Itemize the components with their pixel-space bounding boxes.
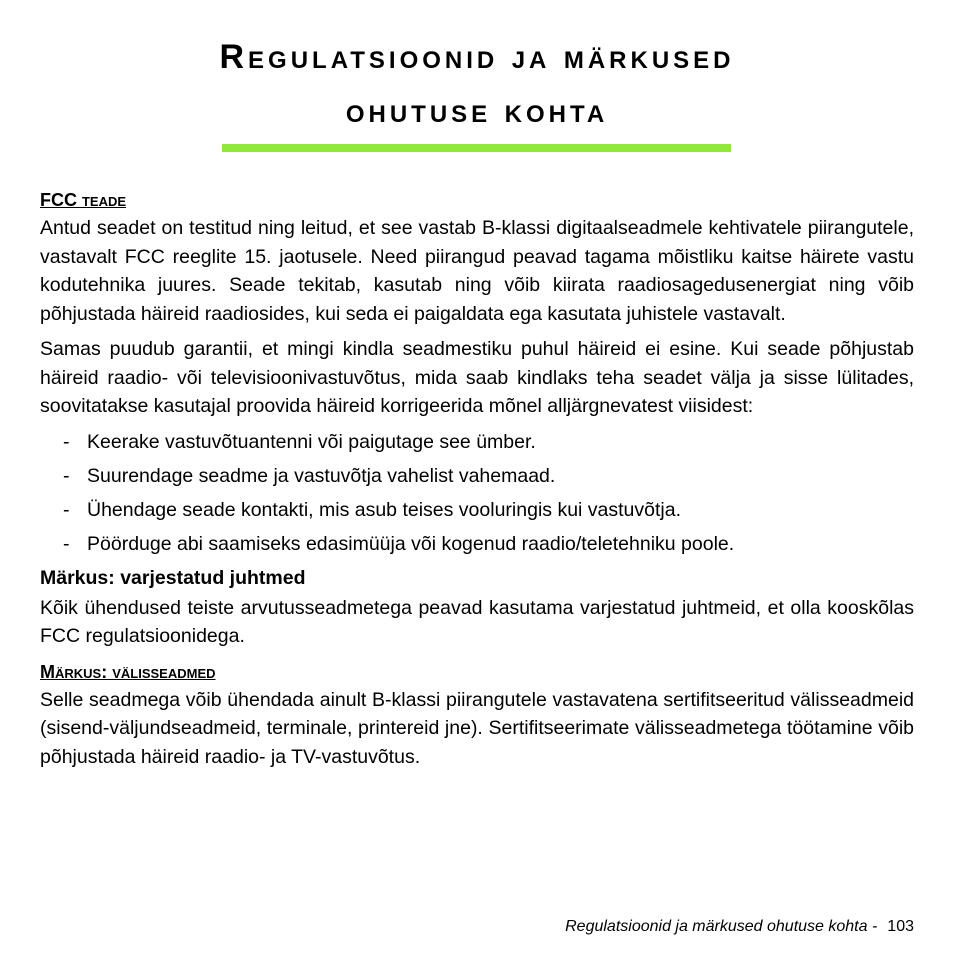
list-item-text: Ühendage seade kontakti, mis asub teises vooluringis kui vastuvõtja. [87,498,681,521]
list-item [40,496,914,524]
shielded-cables-paragraph: Kõik ühendused teiste arvutusseadmetega peavad kasutama varjestatud juhtmeid, et olla kooskõlas FCC regulatsioonidega. [40,596,914,647]
page-title-line-1: Regulatsioonid ja märkused [219,38,735,76]
list-dash-marker: - [63,498,70,521]
fcc-paragraph-2: Samas puudub garantii, et mingi kindla seadmestiku puhul häireid ei esine. Kui seade põhjustab häireid raadio- või televisioonivastuvõtus, mida saab kindlaks teha seadet välja ja sisse lülitades, soovitatakse kasutajal proovida häireid korrigeerida mõnel alljärgnevatest viisidest: [40,338,914,417]
section-heading-peripherals: Märkus: välisseadmed [40,661,216,682]
fcc-paragraph-1: Antud seadet on testitud ning leitud, et see vastab B-klassi digitaalseadmele kehtivatele piirangutele, vastavalt FCC reeglite 15. jaotusele. Need piirangud peavad tagama mõistliku kaitse häirete vastu kodutehnika juures. Seade tekitab, kasutab ning võib kiirata raadiosagedusenergiat ning võib põhjustada häireid raadiosides, kui seda ei paigaldata ega kasutata juhistele vastavalt. [40,217,914,325]
list-item [40,530,914,558]
list-item-text: Suurendage seadme ja vastuvõtja vahelist vahemaad. [87,464,556,487]
title-underline-bar [222,144,731,152]
peripherals-paragraph: Selle seadmega võib ühendada ainult B-klassi piirangutele vastavatena sertifitseeritud välisseadmeid (sisend-väljundseadmeid, terminale, printereid jne). Sertifitseerimate välisseadmetega töötamine võib põhjustada häireid raadio- ja TV-vastuvõtus. [40,688,914,768]
list-item [40,428,914,456]
page-title-line-2: ohutuse kohta [345,92,609,130]
page-number: 103 [887,918,914,935]
section-heading-fcc: FCC teade [40,190,127,210]
document-body [40,186,914,778]
page-title [0,30,954,138]
footer-running-title: Regulatsioonid ja märkused ohutuse kohta - [565,918,878,935]
page-footer [565,916,914,938]
list-item-text: Pöörduge abi saamiseks edasimüüja või kogenud raadio/teletehniku poole. [87,532,735,555]
subheading-shielded-cables: Märkus: varjestatud juhtmed [40,566,306,589]
list-dash-marker: - [63,464,70,487]
list-dash-marker: - [63,532,70,555]
list-item-text: Keerake vastuvõtuantenni või paigutage see ümber. [87,430,536,453]
list-item [40,462,914,490]
interference-remedy-list [40,428,914,558]
list-dash-marker: - [63,430,70,453]
